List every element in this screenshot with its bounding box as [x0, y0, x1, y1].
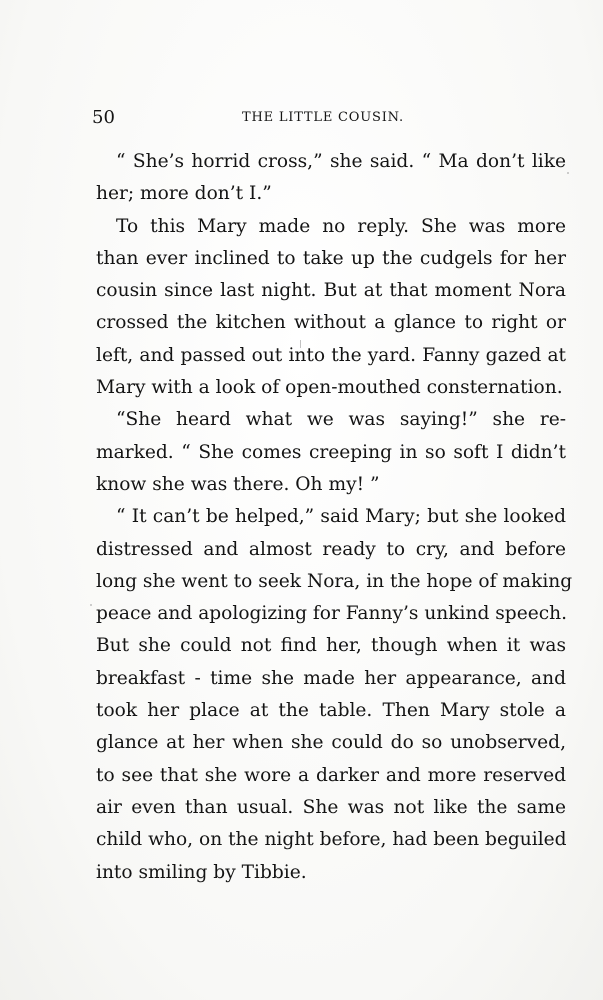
text-line-10: marked. “ She comes creeping in so soft I didn’t — [96, 441, 566, 463]
text-line-5: cousin since last night. But at that moment Nora — [96, 280, 566, 302]
running-head — [92, 105, 566, 131]
text-line-3: To this Mary made no reply. She was more — [116, 215, 566, 237]
paper-speck — [300, 340, 301, 348]
text-line-6: crossed the kitchen without a glance to right or — [96, 312, 566, 334]
running-title: THE LITTLE COUSIN. — [242, 110, 404, 125]
text-line-21: air even than usual. She was not like the same — [96, 796, 566, 818]
text-line-11: know she was there. Oh my! ” — [96, 473, 380, 495]
text-line-8: Mary with a look of open-mouthed consternation. — [96, 377, 563, 399]
text-line-4: than ever inclined to take up the cudgels for her — [96, 247, 566, 269]
page-number: 50 — [92, 107, 115, 128]
text-line-2: her; more don’t I.” — [96, 183, 272, 205]
text-block — [96, 146, 573, 889]
text-line-7: left, and passed out into the yard. Fanny gazed at — [96, 344, 566, 366]
text-line-17: breakfast - time she made her appearance, and — [96, 667, 566, 689]
paper-speck — [567, 172, 569, 174]
text-line-12: “ It can’t be helped,” said Mary; but she looked — [116, 506, 566, 528]
paper-speck — [90, 604, 92, 606]
text-line-19: glance at her when she could do so unobserved, — [96, 732, 566, 754]
text-line-16: But she could not find her, though when it was — [96, 635, 566, 657]
text-line-9: “She heard what we was saying!” she re- — [116, 409, 566, 431]
text-line-15: peace and apologizing for Fanny’s unkind speech. — [96, 603, 568, 625]
text-line-13: distressed and almost ready to cry, and before — [96, 538, 566, 560]
text-line-22: child who, on the night before, had been beguiled — [96, 829, 567, 851]
text-line-1: “ She’s horrid cross,” she said. “ Ma don’t like — [116, 151, 566, 172]
paper-speck — [424, 837, 426, 839]
text-line-20: to see that she wore a darker and more reserved — [96, 764, 566, 786]
text-line-18: took her place at the table. Then Mary stole a — [96, 700, 566, 722]
text-line-23: into smiling by Tibbie. — [96, 861, 307, 883]
text-line-14: long she went to seek Nora, in the hope of making — [96, 570, 573, 592]
